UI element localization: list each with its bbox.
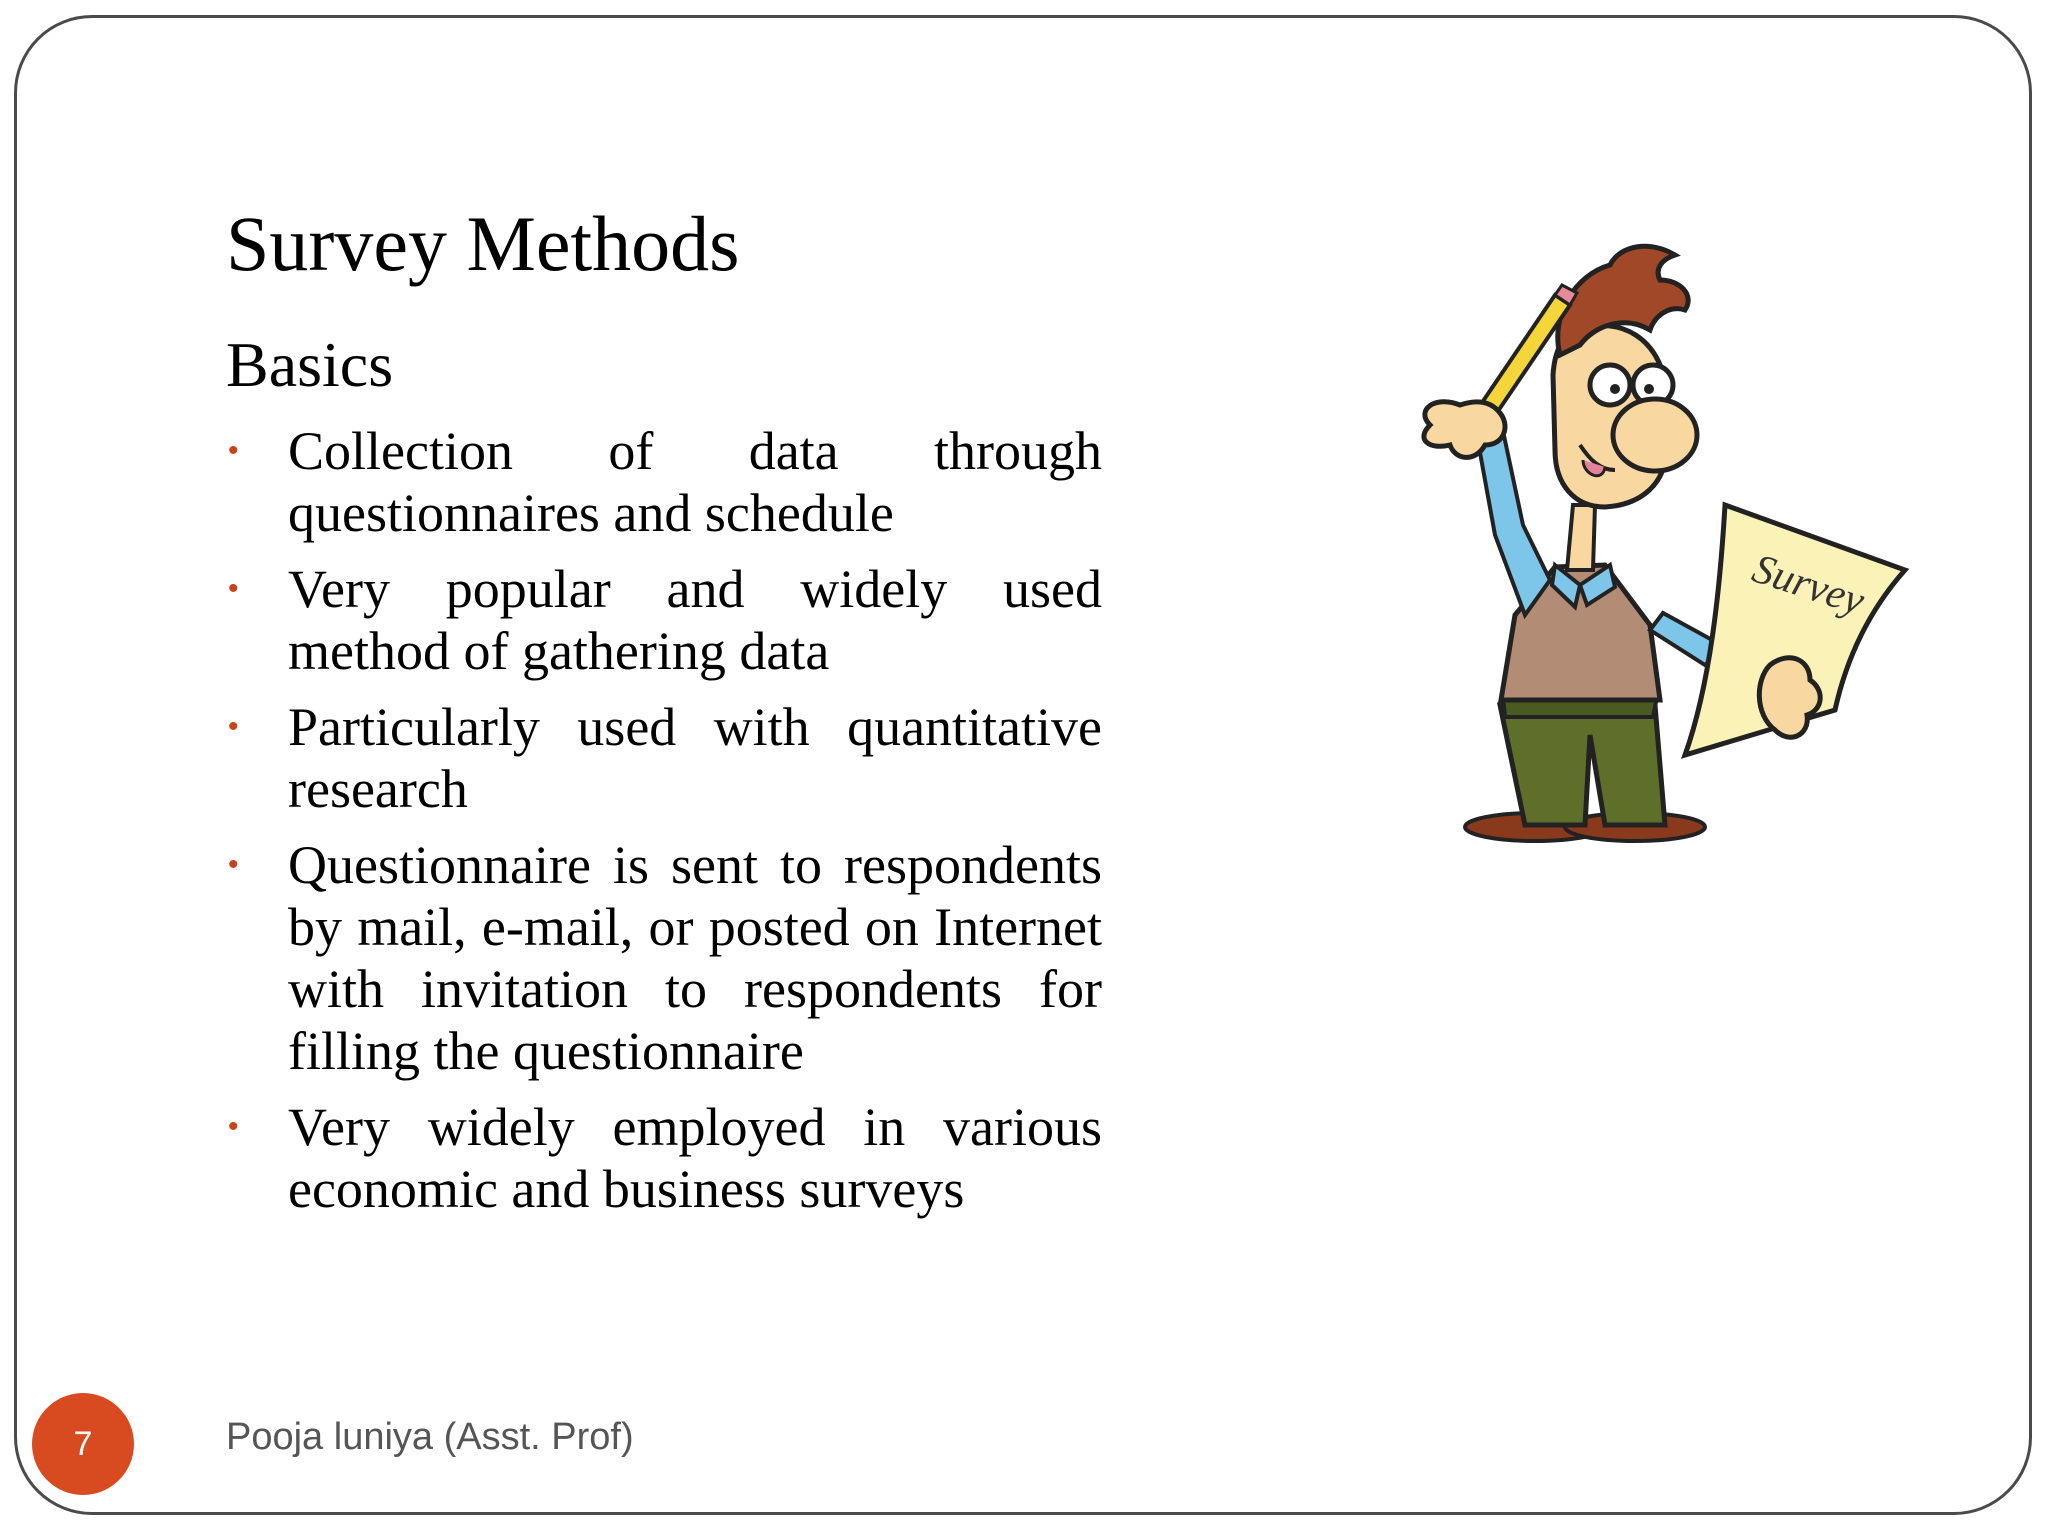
bullet-text: Very widely employed in various economic and business surveys — [288, 1097, 1102, 1219]
bullet-item — [220, 1096, 1102, 1220]
bullet-text: Very popular and widely used method of gathering data — [288, 559, 1102, 681]
thinking-man-with-survey-icon — [1405, 235, 1925, 855]
bullet-item — [220, 420, 1102, 544]
bullet-item — [220, 834, 1102, 1082]
footer-author: Pooja luniya (Asst. Prof) — [226, 1416, 634, 1458]
bullet-dot-icon: • — [228, 710, 239, 743]
bullet-item — [220, 558, 1102, 682]
bullet-dot-icon: • — [228, 848, 239, 881]
slide-title: Survey Methods — [226, 200, 740, 287]
bullet-text: Particularly used with quantitative research — [288, 697, 1102, 819]
bullet-list — [220, 420, 1102, 1234]
paper-label: Survey — [1746, 545, 1870, 625]
bullet-dot-icon: • — [228, 434, 239, 467]
bullet-dot-icon: • — [228, 1110, 239, 1143]
bullet-text: Collection of data through questionnaires and schedule — [288, 421, 1102, 543]
slide-subtitle: Basics — [226, 329, 394, 400]
bullet-item — [220, 696, 1102, 820]
page-number-badge: 7 — [32, 1393, 134, 1495]
bullet-dot-icon: • — [228, 572, 239, 605]
bullet-text: Questionnaire is sent to respondents by mail, e-mail, or posted on Internet with invitation to respondents for filling the questionnaire — [288, 835, 1102, 1081]
